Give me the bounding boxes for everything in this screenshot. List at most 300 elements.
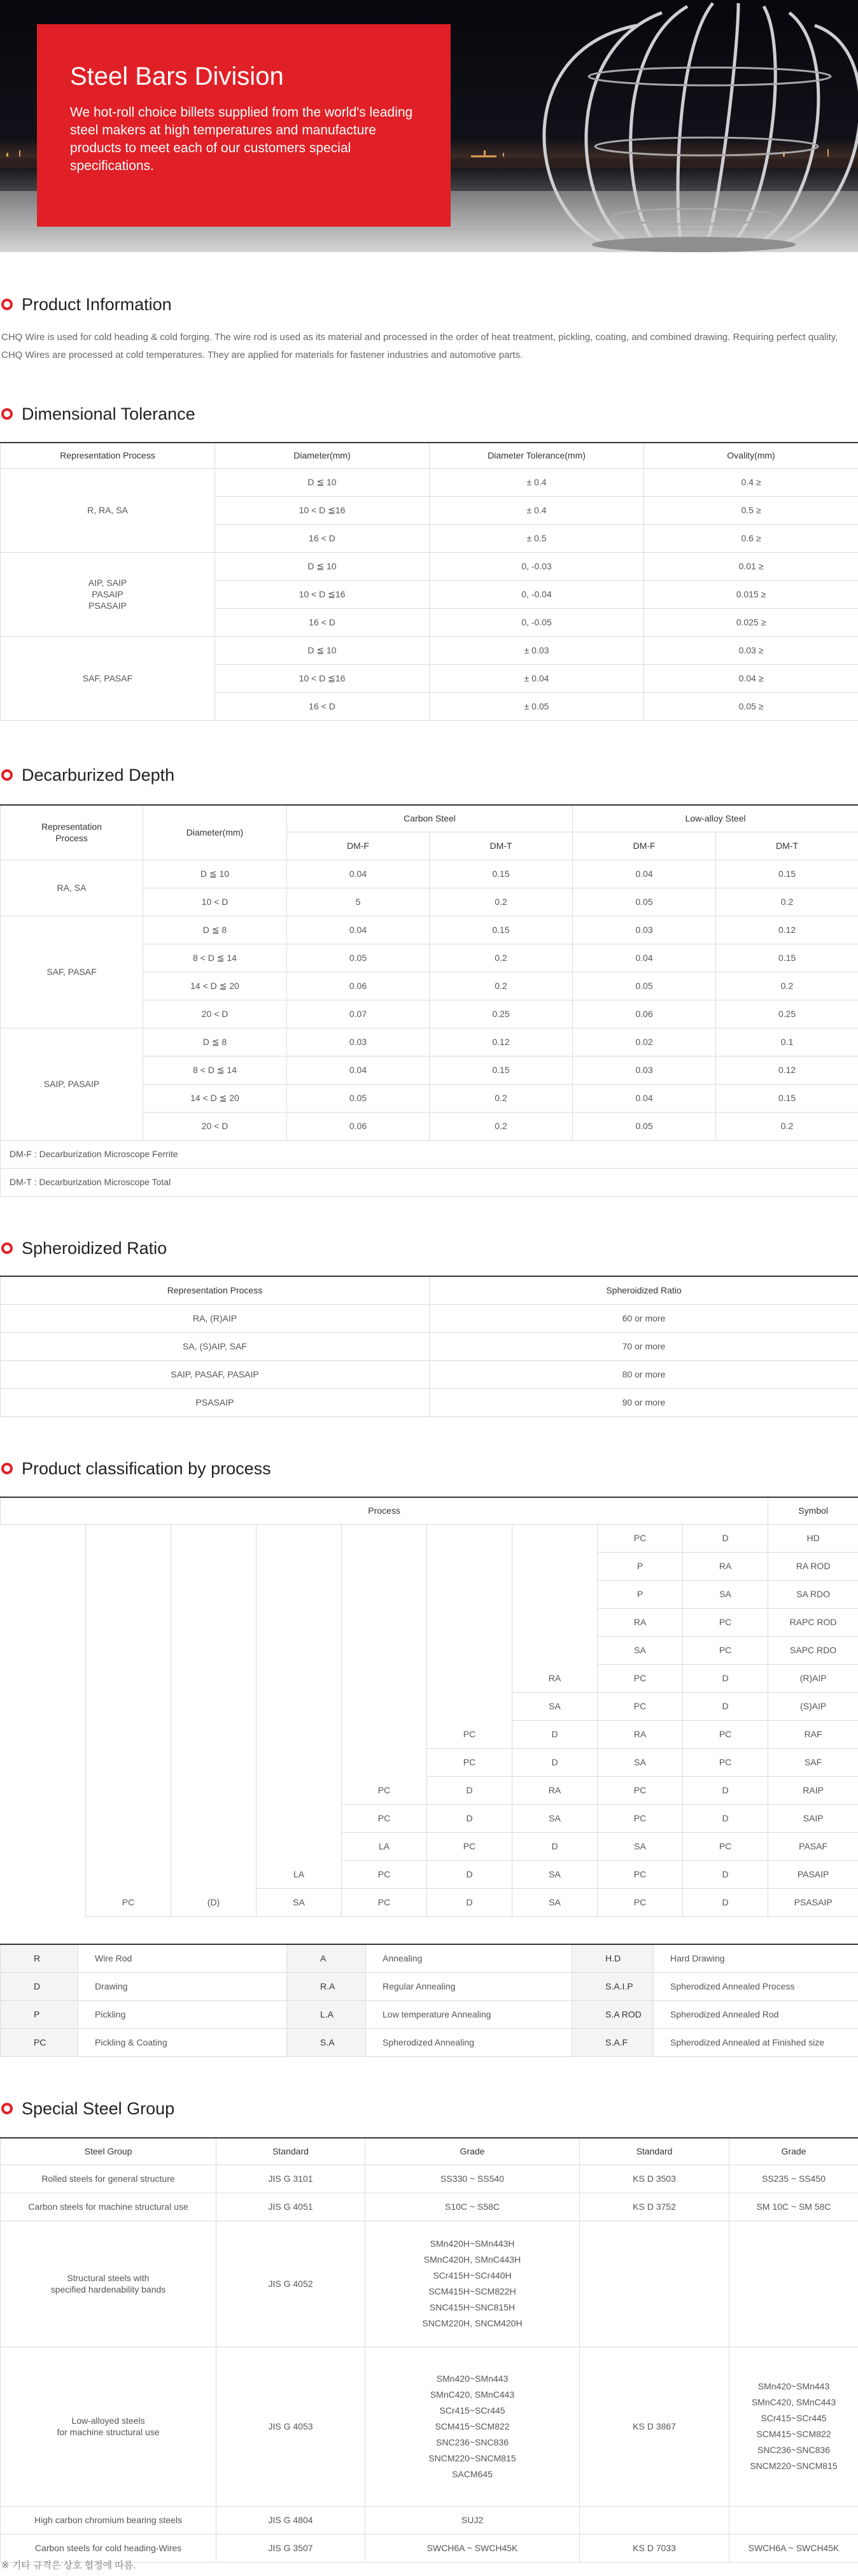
table-cell: ± 0.05 [430, 692, 644, 720]
table-cell: 0.04 ≥ [644, 664, 858, 692]
table-cell: D ≦ 8 [143, 916, 287, 944]
table-header: Diameter(mm) [215, 443, 430, 468]
legend-description: Wire Rod [78, 1944, 287, 1972]
process-step-cell: D [683, 1776, 768, 1804]
process-step-cell [171, 1524, 257, 1552]
table-cell: 0.2 [430, 888, 573, 916]
process-step-cell [86, 1580, 171, 1608]
process-step-cell: SA [683, 1580, 768, 1608]
section-title-spheroidized-ratio: Spheroidized Ratio [1, 1235, 167, 1261]
process-step-cell [427, 1552, 512, 1580]
legend-description: Pickling [78, 2000, 287, 2028]
hero-text-box [37, 24, 451, 227]
standard-cell: JIS G 3507 [216, 2534, 365, 2562]
table-cell: 0.12 [716, 916, 858, 944]
table-header: Carbon Steel [287, 805, 573, 832]
legend-code: D [1, 1972, 78, 2000]
process-step-cell: PC [427, 1832, 512, 1860]
table-cell: 0.2 [430, 944, 573, 972]
table-row [1, 1636, 858, 1664]
table-subheader: DM-F [287, 832, 430, 860]
process-step-cell: PC [598, 1776, 683, 1804]
symbol-cell: (R)AIP [768, 1664, 858, 1692]
table-cell: 0.1 [716, 1028, 858, 1056]
table-cell: 60 or more [430, 1304, 858, 1332]
legend-description: Annealing [366, 1944, 572, 1972]
process-step-cell: PC [598, 1664, 683, 1692]
process-step-cell: (D) [171, 1888, 257, 1916]
table-header: Symbol [768, 1497, 858, 1524]
table-cell: D ≦ 10 [143, 860, 287, 888]
table-cell: 0.06 [287, 1112, 430, 1140]
process-step-cell [86, 1720, 171, 1748]
table-cell: 0, -0.03 [430, 552, 644, 580]
table-cell: D ≦ 10 [215, 552, 430, 580]
section-title-product-classification: Product classification by process [1, 1456, 271, 1481]
table-note: DM-F : Decarburization Microscope Ferrite [1, 1140, 858, 1168]
table-cell: 0.12 [716, 1056, 858, 1084]
table-cell: 0.15 [716, 860, 858, 888]
symbol-cell: PASAF [768, 1832, 858, 1860]
table-row [1, 2165, 858, 2193]
process-step-cell: RA [598, 1608, 683, 1636]
process-step-cell: PC [598, 1804, 683, 1832]
legend-description: Spherodized Annealed at Finished size [654, 2028, 858, 2056]
legend-code: H.D [572, 1944, 654, 1972]
legend-code: S.A.F [572, 2028, 654, 2056]
table-cell: 70 or more [430, 1332, 858, 1360]
table-row [1, 2000, 858, 2028]
process-step-cell: PC [342, 1804, 427, 1832]
process-step-cell [512, 1608, 598, 1636]
process-step-cell: D [512, 1832, 598, 1860]
process-step-cell [257, 1776, 342, 1804]
table-cell: ± 0.4 [430, 468, 644, 496]
table-cell: 16 < D [215, 608, 430, 636]
process-step-cell [86, 1804, 171, 1832]
process-step-cell [512, 1552, 598, 1580]
process-step-cell: D [427, 1888, 512, 1916]
table-row [1, 1388, 858, 1416]
table-header: Standard [216, 2138, 365, 2165]
table-cell: 0.04 [287, 1056, 430, 1084]
process-cell: AIP, SAIP PASAIP PSASAIP [1, 552, 215, 636]
table-row [1, 636, 858, 664]
process-step-cell [512, 1636, 598, 1664]
process-step-cell: PC [427, 1748, 512, 1776]
table-row [1, 1888, 858, 1916]
process-step-cell [1, 1860, 86, 1888]
table-cell: 0.04 [573, 860, 716, 888]
table-subheader: DM-T [716, 832, 858, 860]
process-step-cell [427, 1636, 512, 1664]
table-cell: 0.15 [430, 860, 573, 888]
process-step-cell: D [683, 1804, 768, 1832]
process-step-cell [171, 1608, 257, 1636]
table-cell: 0.2 [430, 1084, 573, 1112]
process-step-cell [86, 1608, 171, 1636]
table-cell: 0.07 [287, 1000, 430, 1028]
process-step-cell: PC [683, 1832, 768, 1860]
process-step-cell [171, 1860, 257, 1888]
process-step-cell [257, 1664, 342, 1692]
table-header: Diameter(mm) [143, 805, 287, 860]
process-step-cell: PC [683, 1748, 768, 1776]
process-step-cell: PC [683, 1720, 768, 1748]
legend-code: P [1, 2000, 78, 2028]
process-step-cell: RA [512, 1664, 598, 1692]
steel-group-cell: Carbon steels for cold heading-Wires [1, 2534, 216, 2562]
table-cell: 80 or more [430, 1360, 858, 1388]
section-title-decarburized-depth: Decarburized Depth [1, 762, 174, 788]
legend-code: R [1, 1944, 78, 1972]
bullet-circle-icon [1, 1242, 13, 1254]
process-step-cell [1, 1776, 86, 1804]
table-cell: ± 0.4 [430, 496, 644, 524]
standard-cell: KS D 3867 [580, 2347, 729, 2506]
process-step-cell: LA [257, 1860, 342, 1888]
table-cell: 0.03 [573, 916, 716, 944]
process-step-cell [1, 1608, 86, 1636]
hero-banner [0, 0, 858, 252]
table-row [1, 1580, 858, 1608]
table-row [1, 2221, 858, 2347]
table-cell: 0.2 [430, 972, 573, 1000]
product-information-text: CHQ Wire is used for cold heading & cold forging. The wire rod is used as its material and processed in the order of heat treatment, pickling, coating, and combined drawing. Requiring perfect quality, CHQ Wires are processed at cold temperatures. They are applied for materials for fastener industries and automotive parts. [1, 332, 838, 360]
table-cell: 0.2 [716, 972, 858, 1000]
grade-cell: SM 10C ~ SM 58C [729, 2193, 858, 2221]
table-subheader: DM-F [573, 832, 716, 860]
process-legend-table [0, 1944, 858, 2057]
legend-description: Hard Drawing [654, 1944, 858, 1972]
process-step-cell: LA [342, 1832, 427, 1860]
table-cell: 5 [287, 888, 430, 916]
process-step-cell [257, 1832, 342, 1860]
table-cell: 0.03 ≥ [644, 636, 858, 664]
process-step-cell [1, 1692, 86, 1720]
standard-cell: JIS G 4804 [216, 2506, 365, 2534]
table-row [1, 2506, 858, 2534]
process-step-cell [171, 1832, 257, 1860]
process-step-cell: PC [86, 1888, 171, 1916]
process-step-cell [171, 1720, 257, 1748]
process-step-cell [257, 1552, 342, 1580]
process-step-cell: PC [598, 1524, 683, 1552]
table-cell: 8 < D ≦ 14 [143, 944, 287, 972]
legend-code: S.A.I.P [572, 1972, 654, 2000]
process-step-cell: D [512, 1748, 598, 1776]
table-cell: 10 < D ≦16 [215, 496, 430, 524]
legend-code: S.A [287, 2028, 366, 2056]
process-step-cell: RA [512, 1776, 598, 1804]
process-step-cell [342, 1552, 427, 1580]
table-subheader: DM-T [430, 832, 573, 860]
table-row [1, 1664, 858, 1692]
table-cell: 0.15 [716, 944, 858, 972]
process-step-cell [171, 1804, 257, 1832]
table-cell: 0.15 [716, 1084, 858, 1112]
steel-group-cell: Structural steels with specified hardenability bands [1, 2221, 216, 2347]
process-step-cell [171, 1664, 257, 1692]
table-header: Standard [580, 2138, 729, 2165]
table-row [1, 1860, 858, 1888]
table-cell: 0.2 [716, 888, 858, 916]
table-cell: 0.05 [287, 1084, 430, 1112]
process-step-cell [86, 1692, 171, 1720]
process-step-cell: D [427, 1776, 512, 1804]
symbol-cell: RAIP [768, 1776, 858, 1804]
footnote: ※ 기타 규격은 상호 협정에 따름. [1, 2560, 136, 2571]
process-step-cell: PC [598, 1888, 683, 1916]
table-cell: 0.4 ≥ [644, 468, 858, 496]
table-cell: SAIP, PASAF, PASAIP [1, 1360, 430, 1388]
process-step-cell [257, 1636, 342, 1664]
table-cell: 0.5 ≥ [644, 496, 858, 524]
table-cell: 0.05 ≥ [644, 692, 858, 720]
process-step-cell: RA [683, 1552, 768, 1580]
table-row [1, 860, 858, 888]
process-step-cell [1, 1580, 86, 1608]
process-step-cell [257, 1580, 342, 1608]
table-cell: 0.6 ≥ [644, 524, 858, 552]
table-cell: 0.015 ≥ [644, 580, 858, 608]
table-row [1, 1360, 858, 1388]
process-step-cell: D [683, 1888, 768, 1916]
table-cell: 0.04 [573, 1084, 716, 1112]
process-step-cell [86, 1552, 171, 1580]
process-step-cell [171, 1636, 257, 1664]
process-step-cell [1, 1636, 86, 1664]
section-title-dimensional-tolerance: Dimensional Tolerance [1, 401, 195, 427]
process-step-cell [257, 1524, 342, 1552]
table-cell: 10 < D ≦16 [215, 664, 430, 692]
special-steel-group-table [0, 2137, 858, 2563]
table-cell: 0.05 [573, 1112, 716, 1140]
table-cell: 0.04 [287, 916, 430, 944]
process-step-cell [342, 1608, 427, 1636]
grade-cell: SMn420~SMn443 SMnC420, SMnC443 SCr415~SCr445 SCM415~SCM822 SNC236~SNC836 SNCM220~SNCM815 [729, 2347, 858, 2506]
process-step-cell: PC [342, 1888, 427, 1916]
grade-cell: SMn420~SMn443 SMnC420, SMnC443 SCr415~SCr445 SCM415~SCM822 SNC236~SNC836 SNCM220~SNCM815 SACM645 [365, 2347, 580, 2506]
spheroidized-ratio-table [0, 1276, 858, 1417]
table-cell: 14 < D ≦ 20 [143, 972, 287, 1000]
bullet-circle-icon [1, 2103, 13, 2114]
table-header: Grade [365, 2138, 580, 2165]
table-header: Steel Group [1, 2138, 216, 2165]
symbol-cell: PASAIP [768, 1860, 858, 1888]
process-step-cell [257, 1804, 342, 1832]
legend-code: PC [1, 2028, 78, 2056]
process-step-cell: SA [598, 1832, 683, 1860]
table-cell: 8 < D ≦ 14 [143, 1056, 287, 1084]
table-row [1, 1804, 858, 1832]
legend-description: Drawing [78, 1972, 287, 2000]
table-row [1, 468, 858, 496]
table-cell: 0.025 ≥ [644, 608, 858, 636]
symbol-cell: PSASAIP [768, 1888, 858, 1916]
process-step-cell [342, 1580, 427, 1608]
table-cell: D ≦ 10 [215, 468, 430, 496]
process-step-cell: PC [342, 1860, 427, 1888]
table-row [1, 916, 858, 944]
standard-cell: KS D 7033 [580, 2534, 729, 2562]
table-row [1, 1972, 858, 2000]
process-step-cell [427, 1664, 512, 1692]
table-row [1, 2193, 858, 2221]
table-row [1, 1720, 858, 1748]
process-step-cell: SA [598, 1636, 683, 1664]
table-cell: 90 or more [430, 1388, 858, 1416]
process-cell: SAIP, PASAIP [1, 1028, 143, 1140]
process-step-cell: SA [512, 1860, 598, 1888]
table-cell: ± 0.5 [430, 524, 644, 552]
table-row [1, 1692, 858, 1720]
table-cell: 0.04 [573, 944, 716, 972]
process-step-cell: SA [512, 1804, 598, 1832]
legend-description: Spherodized Annealed Rod [654, 2000, 858, 2028]
standard-cell [580, 2506, 729, 2534]
table-cell: 0.04 [287, 860, 430, 888]
process-step-cell [427, 1608, 512, 1636]
table-header: Ovality(mm) [644, 443, 858, 468]
process-step-cell [427, 1580, 512, 1608]
table-header: Representation Process [1, 805, 143, 860]
process-step-cell [257, 1720, 342, 1748]
page-title: Steel Bars Division [70, 62, 284, 90]
process-step-cell [171, 1748, 257, 1776]
table-cell: 0, -0.04 [430, 580, 644, 608]
process-step-cell [171, 1692, 257, 1720]
process-step-cell [512, 1580, 598, 1608]
bullet-circle-icon [1, 769, 13, 781]
table-cell: 10 < D [143, 888, 287, 916]
table-header: Spheroidized Ratio [430, 1276, 858, 1304]
table-cell: D ≦ 8 [143, 1028, 287, 1056]
table-header: Diameter Tolerance(mm) [430, 443, 644, 468]
decarburized-depth-table [0, 804, 858, 1197]
table-row [1, 2028, 858, 2056]
process-step-cell: PC [598, 1692, 683, 1720]
standard-cell: KS D 3752 [580, 2193, 729, 2221]
process-step-cell [86, 1636, 171, 1664]
table-header: Grade [729, 2138, 858, 2165]
table-cell: ± 0.04 [430, 664, 644, 692]
symbol-cell: RAF [768, 1720, 858, 1748]
table-row [1, 1304, 858, 1332]
table-note: DM-T : Decarburization Microscope Total [1, 1168, 858, 1196]
table-cell: 0.2 [716, 1112, 858, 1140]
symbol-cell: RA ROD [768, 1552, 858, 1580]
table-header: Low-alloy Steel [573, 805, 858, 832]
hero-description: We hot-roll choice billets supplied from the world's leading steel makers at high temperatures and manufacture products to meet each of our customers special specifications. [70, 105, 413, 173]
dimensional-tolerance-table [0, 442, 858, 721]
process-step-cell [342, 1748, 427, 1776]
process-step-cell: D [683, 1860, 768, 1888]
table-header: Representation Process [1, 1276, 430, 1304]
table-header: Representation Process [1, 443, 215, 468]
grade-cell: SWCH6A ~ SWCH45K [729, 2534, 858, 2562]
grade-cell: SS330 ~ SS540 [365, 2165, 580, 2193]
legend-code: R.A [287, 1972, 366, 2000]
steel-group-cell: Carbon steels for machine structural use [1, 2193, 216, 2221]
process-step-cell: D [683, 1692, 768, 1720]
table-cell: 0.25 [716, 1000, 858, 1028]
process-step-cell [171, 1552, 257, 1580]
table-cell: 20 < D [143, 1000, 287, 1028]
process-step-cell [1, 1524, 86, 1552]
standard-cell: JIS G 4052 [216, 2221, 365, 2347]
table-row [1, 552, 858, 580]
process-step-cell [86, 1524, 171, 1552]
grade-cell: SWCH6A ~ SWCH45K [365, 2534, 580, 2562]
table-cell: 0.03 [287, 1028, 430, 1056]
standard-cell: JIS G 4053 [216, 2347, 365, 2506]
table-cell: 0.05 [573, 888, 716, 916]
legend-description: Spherodized Annealed Process [654, 1972, 858, 2000]
process-step-cell: PC [683, 1608, 768, 1636]
process-step-cell: P [598, 1580, 683, 1608]
table-header: Process [1, 1497, 768, 1524]
grade-cell [729, 2221, 858, 2347]
standard-cell [580, 2221, 729, 2347]
table-row [1, 1168, 858, 1196]
table-cell: SA, (S)AIP, SAF [1, 1332, 430, 1360]
legend-code: L.A [287, 2000, 366, 2028]
table-cell: ± 0.03 [430, 636, 644, 664]
table-row [1, 1140, 858, 1168]
symbol-cell: RAPC ROD [768, 1608, 858, 1636]
table-cell: 0.25 [430, 1000, 573, 1028]
symbol-cell: SAPC RDO [768, 1636, 858, 1664]
section-title-product-information: Product Information [1, 292, 172, 317]
symbol-cell: SAIP [768, 1804, 858, 1832]
process-step-cell [86, 1664, 171, 1692]
standard-cell: KS D 3503 [580, 2165, 729, 2193]
process-step-cell [1, 1804, 86, 1832]
symbol-cell: SA RDO [768, 1580, 858, 1608]
process-step-cell: SA [257, 1888, 342, 1916]
process-step-cell [171, 1580, 257, 1608]
table-cell: 0.06 [573, 1000, 716, 1028]
table-cell: D ≦ 10 [215, 636, 430, 664]
process-step-cell: D [427, 1860, 512, 1888]
process-step-cell [342, 1692, 427, 1720]
table-cell: 16 < D [215, 692, 430, 720]
process-step-cell [257, 1692, 342, 1720]
table-row [1, 1832, 858, 1860]
process-step-cell [342, 1636, 427, 1664]
process-step-cell [1, 1720, 86, 1748]
section-title-special-steel-group: Special Steel Group [1, 2096, 174, 2121]
steel-group-cell: High carbon chromium bearing steels [1, 2506, 216, 2534]
table-cell: 0.05 [573, 972, 716, 1000]
legend-code: S.A ROD [572, 2000, 654, 2028]
steel-group-cell: Low-alloyed steels for machine structural use [1, 2347, 216, 2506]
process-step-cell: PC [683, 1636, 768, 1664]
process-step-cell: D [683, 1664, 768, 1692]
process-step-cell [1, 1832, 86, 1860]
process-step-cell [86, 1748, 171, 1776]
process-step-cell [1, 1888, 86, 1916]
process-step-cell: SA [598, 1748, 683, 1776]
table-row [1, 1028, 858, 1056]
process-step-cell: D [683, 1524, 768, 1552]
table-row [1, 1776, 858, 1804]
table-row [1, 1748, 858, 1776]
process-cell: SAF, PASAF [1, 916, 143, 1028]
table-cell: PSASAIP [1, 1388, 430, 1416]
steel-group-cell: Rolled steels for general structure [1, 2165, 216, 2193]
